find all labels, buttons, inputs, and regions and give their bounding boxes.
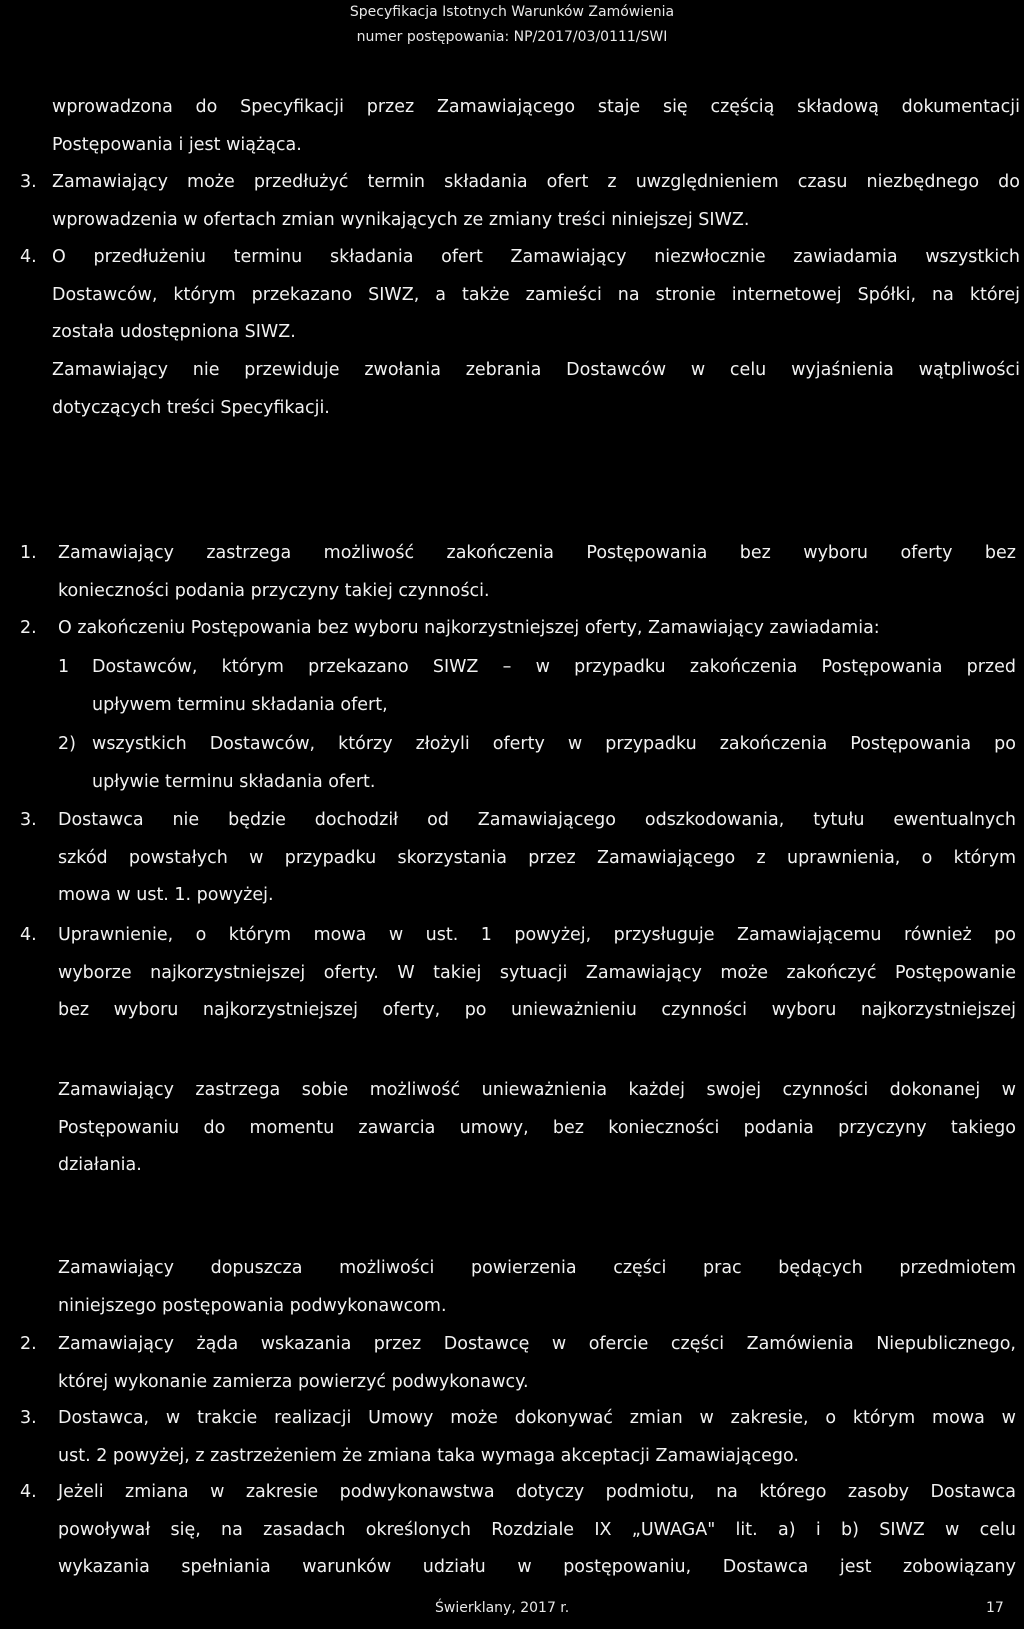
paragraph-13	[58, 1400, 1016, 1475]
text-line: szkód powstałych w przypadku skorzystania przez Zamawiającego z uprawnienia, o którym	[58, 847, 1016, 868]
text-line: Zamawiający zastrzega możliwość zakończenia Postępowania bez wyboru oferty bez	[58, 543, 1016, 563]
text-line: Uprawnienie, o którym mowa w ust. 1 powyżej, przysługuje Zamawiającemu również po	[58, 925, 1016, 945]
page-number: 17	[986, 1600, 1004, 1616]
item-number: 3.	[20, 1408, 37, 1428]
paragraph-14	[58, 1474, 1016, 1587]
text-line: Dostawców, którym przekazano SIWZ – w przypadku zakończenia Postępowania przed	[92, 657, 1016, 677]
text-line: upływem terminu składania ofert,	[92, 694, 388, 715]
text-line: O przedłużeniu terminu składania ofert Zamawiający niezwłocznie zawiadamia wszystkich	[52, 247, 1020, 267]
text-line: Zamawiający żąda wskazania przez Dostawcę w ofercie części Zamówienia Niepublicznego,	[58, 1334, 1016, 1354]
text-line: wprowadzona do Specyfikacji przez Zamawiającego staje się częścią składową dokumentacji	[52, 97, 1020, 117]
document-title: Specyfikacja Istotnych Warunków Zamówienia	[349, 4, 675, 20]
text-line: działania.	[58, 1155, 142, 1175]
item-number: 3.	[20, 172, 37, 192]
text-line: upływie terminu składania ofert.	[92, 771, 376, 792]
text-line: ust. 2 powyżej, z zastrzeżeniem że zmiana taka wymaga akceptacji Zamawiającego.	[58, 1445, 799, 1466]
text-line: powoływał się, na zasadach określonych Rozdziale IX „UWAGA" lit. a) i b) SIWZ w celu	[58, 1519, 1016, 1540]
paragraph-10	[58, 1072, 1016, 1185]
item-number: 4.	[20, 247, 37, 267]
text-line: Postępowania i jest wiążąca.	[52, 134, 302, 155]
text-line: której wykonanie zamierza powierzyć podwykonawcy.	[58, 1371, 529, 1392]
text-line: Zamawiający dopuszcza możliwości powierzenia części prac będących przedmiotem	[58, 1258, 1016, 1278]
paragraph-4	[58, 535, 1016, 610]
text-line: została udostępniona SIWZ.	[52, 322, 296, 342]
text-line: dotyczących treści Specyfikacji.	[52, 397, 330, 418]
item-number: 1.	[20, 543, 37, 563]
paragraph-12	[58, 1326, 1016, 1401]
text-line: Zamawiający może przedłużyć termin składania ofert z uwzględnieniem czasu niezbędnego do	[52, 172, 1020, 192]
item-number: 4.	[20, 1482, 37, 1502]
text-line: Postępowaniu do momentu zawarcia umowy, bez konieczności podania przyczyny takiego	[58, 1117, 1016, 1138]
text-line: wyborze najkorzystniejszej oferty. W takiej sytuacji Zamawiający może zakończyć Postępowanie	[58, 962, 1016, 983]
text-line: Zamawiający nie przewiduje zwołania zebrania Dostawców w celu wyjaśnienia wątpliwości	[52, 360, 1020, 380]
paragraph-2	[52, 239, 1020, 352]
sub-item-number: 1	[58, 657, 70, 677]
paragraph-8	[58, 802, 1016, 915]
text-line: wykazania spełniania warunków udziału w postępowaniu, Dostawca jest zobowiązany	[58, 1557, 1016, 1577]
paragraph-1	[52, 164, 1020, 239]
item-number: 3.	[20, 810, 37, 830]
text-line: wszystkich Dostawców, którzy złożyli oferty w przypadku zakończenia Postępowania po	[92, 734, 1016, 754]
text-line: O zakończeniu Postępowania bez wyboru najkorzystniejszej oferty, Zamawiający zawiadamia:	[58, 618, 880, 638]
text-line: niniejszego postępowania podwykonawcom.	[58, 1295, 447, 1316]
text-line: Dostawców, którym przekazano SIWZ, a także zamieści na stronie internetowej Spółki, na której	[52, 284, 1020, 305]
text-line: mowa w ust. 1. powyżej.	[58, 885, 274, 905]
text-line: wprowadzenia w ofertach zmian wynikających ze zmiany treści niniejszej SIWZ.	[52, 209, 750, 230]
procedure-number: numer postępowania: NP/2017/03/0111/SWI	[356, 29, 668, 45]
item-number: 4.	[20, 925, 37, 945]
text-line: Dostawca nie będzie dochodził od Zamawiającego odszkodowania, tytułu ewentualnych	[58, 810, 1016, 830]
text-line: Zamawiający zastrzega sobie możliwość unieważnienia każdej swojej czynności dokonanej w	[58, 1080, 1016, 1100]
text-line: Dostawca, w trakcie realizacji Umowy może dokonywać zmian w zakresie, o którym mowa w	[58, 1408, 1016, 1428]
paragraph-7	[92, 726, 1016, 801]
item-number: 2.	[20, 618, 37, 638]
paragraph-5	[58, 610, 1016, 648]
paragraph-0	[52, 89, 1020, 164]
footer-place-date: Świerklany, 2017 r.	[435, 1600, 570, 1616]
paragraph-11	[58, 1250, 1016, 1325]
text-line: konieczności podania przyczyny takiej czynności.	[58, 580, 490, 601]
text-line: Jeżeli zmiana w zakresie podwykonawstwa dotyczy podmiotu, na którego zasoby Dostawca	[58, 1482, 1016, 1502]
paragraph-9	[58, 917, 1016, 1030]
paragraph-6	[92, 649, 1016, 724]
item-number: 2.	[20, 1334, 37, 1354]
text-line: bez wyboru najkorzystniejszej oferty, po unieważnieniu czynności wyboru najkorzystniejszej	[58, 1000, 1016, 1020]
paragraph-3	[52, 352, 1020, 427]
sub-item-number: 2)	[58, 734, 76, 754]
